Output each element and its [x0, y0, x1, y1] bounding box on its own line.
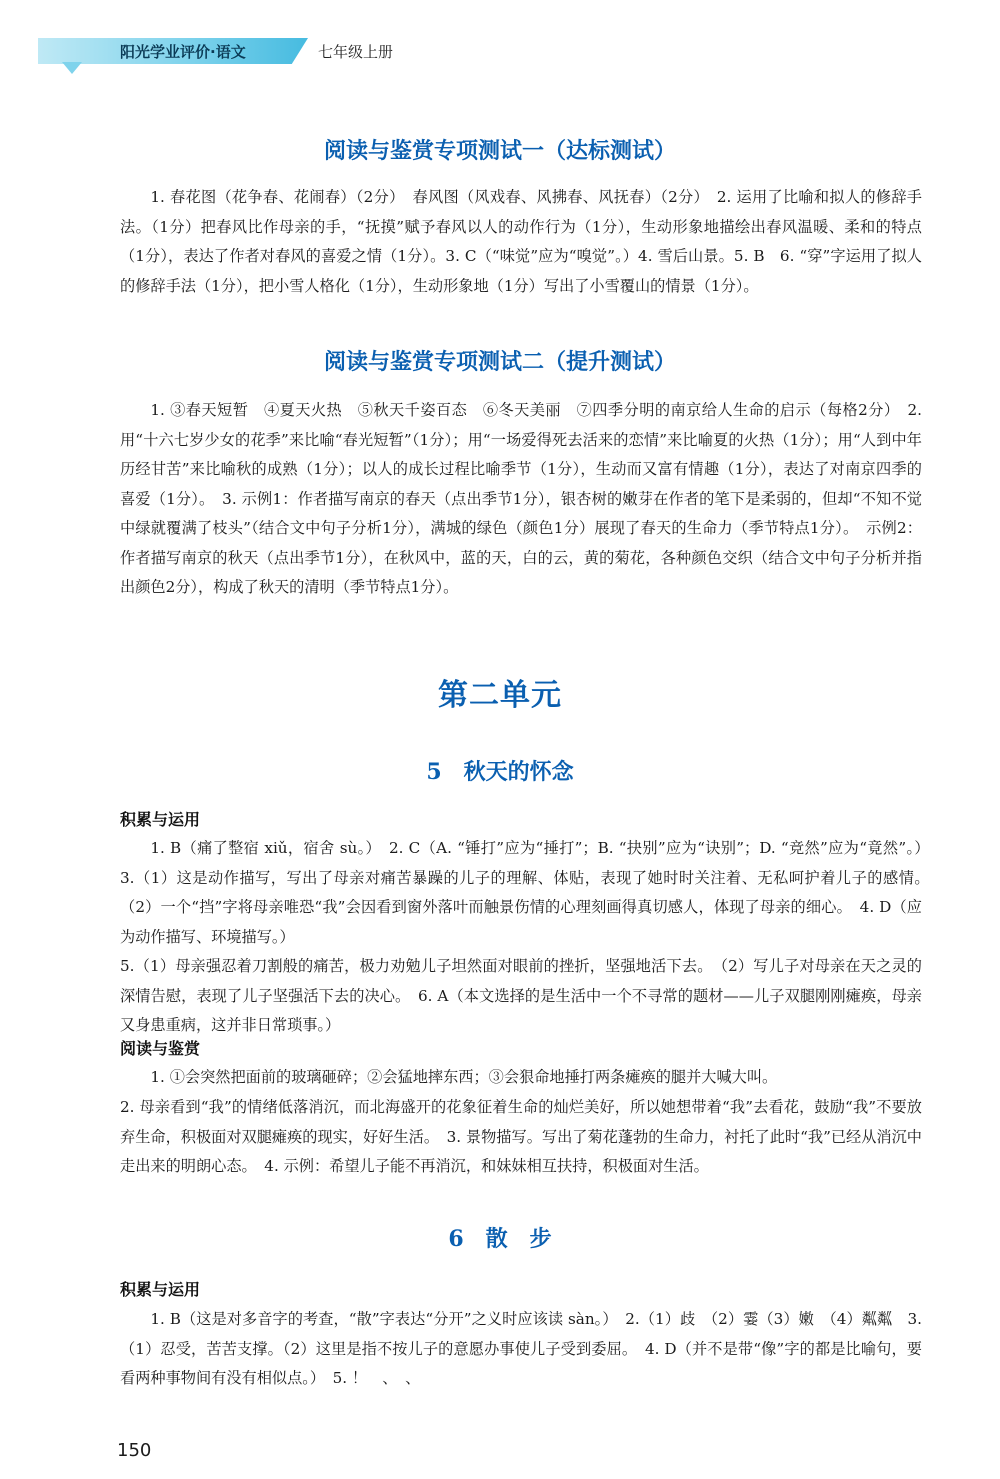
test1-title: 阅读与鉴赏专项测试一（达标测试） [323, 138, 676, 164]
book-title: 阳光学业评价·语文 [120, 43, 246, 61]
lesson6-accumulate-answers: 1. B（这是对多音字的考查，“散”字表达“分开”之义时应该读 sàn。） 2.（1）歧 （2）霎（3）嫩 （4）粼粼 3.（1）忍受，苦苦支撑。（2）这里是指不按儿子的意愿办事使儿子受到委屈。 4. D（并不是带“像”字的都是比喻句，要看两种事物间有没有相似点。） 5. ！ 、 、 [120, 1310, 922, 1387]
lesson5-heading [0, 755, 1000, 786]
lesson5-number: 5 [426, 759, 442, 785]
lesson5-title: 秋天的怀念 [463, 759, 574, 785]
test2-answers: 1. ③春天短暂 ④夏天火热 ⑤秋天千姿百态 ⑥冬天美丽 ⑦四季分明的南京给人生命的启示（每格2分） 2. 用“十六七岁少女的花季”来比喻“春光短暂”（1分）；用“一场爱得死去活来的恋情”来比喻夏的火热（1分）；用“人到中年历经甘苦”来比喻秋的成熟（1分）；以人的成长过程比喻季节（1分），生动而又富有情趣（1分），表达了对南京四季的喜爱（1分）。 3. 示例1：作者描写南京的春天（点出季节1分），银杏树的嫩芽在作者的笔下是柔弱的，但却“不知不觉中绿就覆满了枝头”（结合文中句子分析1分），满城的绿色（颜色1分）展现了春天的生命力（季节特点1分）。 示例2：作者描写南京的秋天（点出季节1分），在秋风中，蓝的天，白的云，黄的菊花，各种颜色交织（结合文中句子分析并指出颜色2分），构成了秋天的清明（季节特点1分）。 [120, 401, 922, 596]
page-header [0, 30, 1000, 80]
page-number: 150 [117, 1440, 152, 1461]
lesson6-section-accumulate: 积累与运用 [120, 1280, 201, 1299]
lesson5-section-reading: 阅读与鉴赏 [120, 1039, 201, 1058]
lesson5-section-accumulate: 积累与运用 [120, 810, 201, 829]
test2-title: 阅读与鉴赏专项测试二（提升测试） [323, 349, 676, 375]
lesson6-number: 6 [448, 1226, 464, 1252]
lesson6-heading [0, 1222, 1000, 1253]
lesson5-accumulate-answers-2: 5.（1）母亲强忍着刀割般的痛苦，极力劝勉儿子坦然面对眼前的挫折，坚强地活下去。 （2）写儿子对母亲在天之灵的深情告慰，表现了儿子坚强活下去的决心。 6. A（本文选择的是生活中一个不寻常的题材——儿子双腿刚刚瘫痪，母亲又身患重病，这并非日常琐事。） [120, 957, 922, 1034]
lesson5-reading-answers-2: 2. 母亲看到“我”的情绪低落消沉，而北海盛开的花象征着生命的灿烂美好，所以她想带着“我”去看花，鼓励“我”不要放弃生命，积极面对双腿瘫痪的现实，好好生活。 3. 景物描写。写出了菊花蓬勃的生命力，衬托了此时“我”已经从消沉中走出来的明朗心态。 4. 示例：希望儿子能不再消沉，和妹妹相互扶持，积极面对生活。 [120, 1098, 922, 1175]
lesson5-reading-answers-1: 1. ①会突然把面前的玻璃砸碎；②会猛地摔东西；③会狠命地捶打两条瘫痪的腿并大喊大叫。 [150, 1068, 778, 1086]
banner-tip-shape [62, 62, 82, 74]
test1-answers: 1. 春花图（花争春、花闹春）（2分） 春风图（风戏春、风拂春、风抚春）（2分） 2. 运用了比喻和拟人的修辞手法。（1分）把春风比作母亲的手，“抚摸”赋予春风以人的动作行为（1分），生动形象地描绘出春风温暖、柔和的特点（1分），表达了作者对春风的喜爱之情（1分）。3. C（“味觉”应为“嗅觉”。）4. 雪后山景。5. B 6. “穿”字运用了拟人的修辞手法（1分），把小雪人格化（1分），生动形象地（1分）写出了小雪覆山的情景（1分）。 [120, 188, 922, 295]
unit-title: 第二单元 [438, 678, 562, 713]
grade-label: 七年级上册 [318, 43, 394, 61]
lesson6-title: 散 步 [485, 1226, 552, 1252]
lesson5-accumulate-answers-1: 1. B（痛了整宿 xiǔ，宿舍 sù。） 2. C（A. “锤打”应为“捶打”；B. “抉别”应为“诀别”；D. “竞然”应为“竟然”。） 3.（1）这是动作描写，写出了母亲对痛苦暴躁的儿子的理解、体贴，表现了她时时关注着、无私呵护着儿子的感情。 （2）一个“挡”字将母亲唯恐“我”会因看到窗外落叶而触景伤情的心理刻画得真切感人，体现了母亲的细心。 4. D（应为动作描写、环境描写。） [120, 839, 938, 946]
